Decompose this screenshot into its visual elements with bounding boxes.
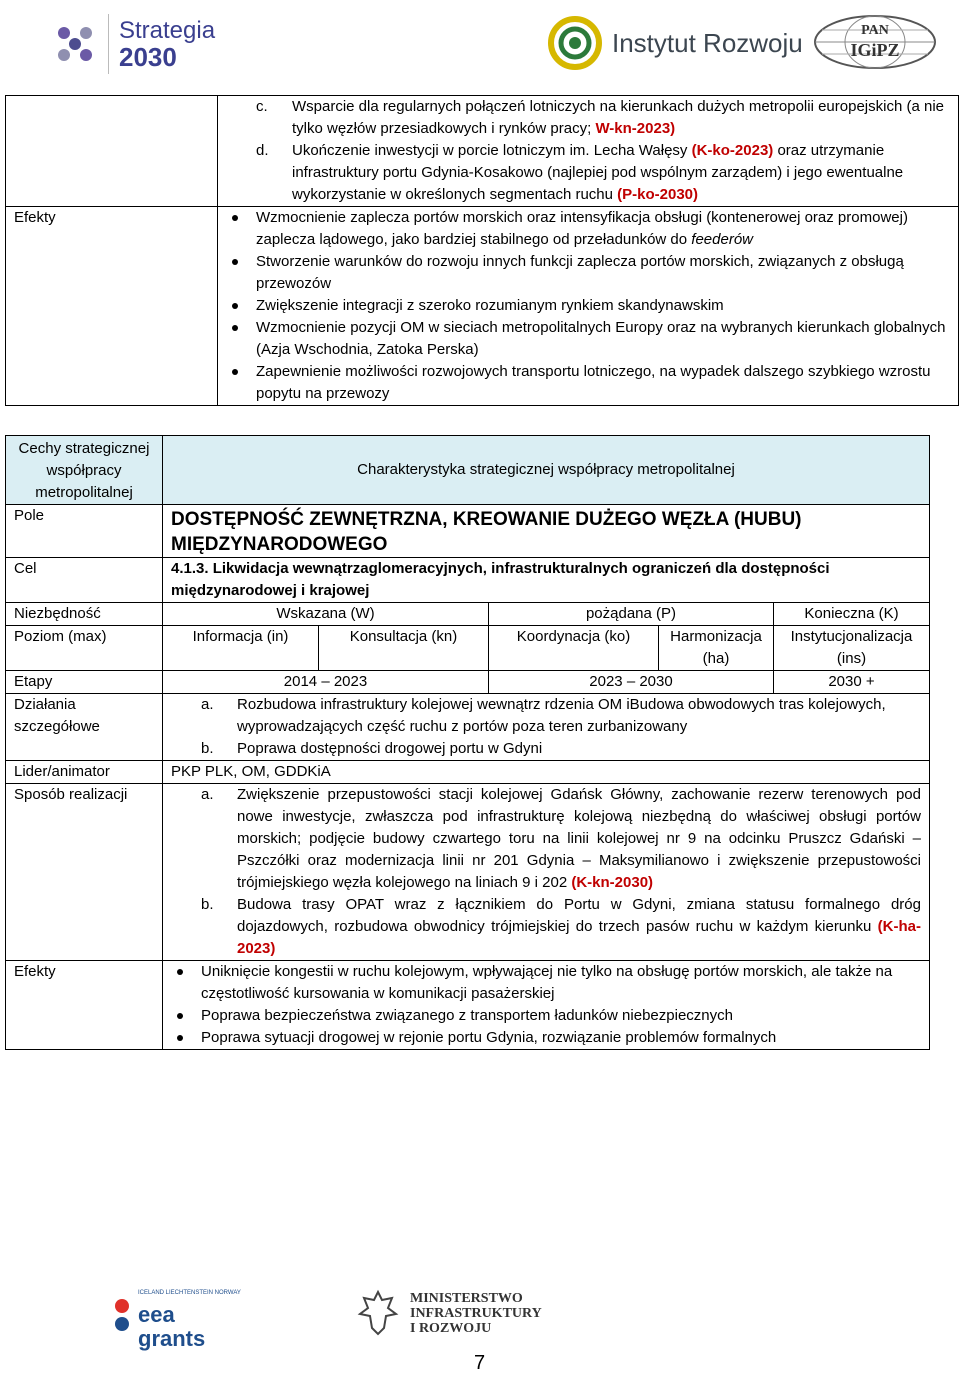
eea-countries-text: ICELAND LIECHTENSTEIN NORWAY xyxy=(138,1290,241,1296)
ministry-line-2: INFRASTRUKTURY xyxy=(410,1305,542,1321)
list-item: Stworzenie warunków do rozwoju innych funkcji zaplecza portów morskich, związanych z obsługą przewozów xyxy=(220,251,950,295)
eea-text: eea xyxy=(138,1302,175,1327)
continuation-table xyxy=(5,95,959,406)
priority-code: (K-ko-2023) xyxy=(691,142,774,159)
page-footer xyxy=(0,1270,960,1380)
sposob-row xyxy=(6,784,930,961)
etap-option: 2023 – 2030 xyxy=(489,671,774,694)
dzialania-continuation-row xyxy=(6,96,959,207)
efekty-row-2 xyxy=(6,961,930,1050)
niezbednosc-label: Niezbędność xyxy=(6,603,163,626)
sposob-label: Sposób realizacji xyxy=(6,784,163,961)
list-item: b. Poprawa dostępności drogowej portu w Gdyni xyxy=(201,740,543,757)
logo-divider xyxy=(108,14,109,74)
bullet-icon xyxy=(165,1005,201,1027)
list-item: d. Ukończenie inwestycji w porcie lotniczym im. Lecha Wałęsy (K-ko-2023) oraz utrzymanie infrastruktury portu Gdynia-Kosakowo (najlepiej pod wspólnym zarządem) i jego ewentualne wykorzystanie w określonych segmentach ruchu (P-ko-2030) xyxy=(256,142,904,203)
poziom-option: Konsultacja (kn) xyxy=(319,626,489,671)
instytut-rozwoju-mark-icon xyxy=(548,16,602,70)
pole-label: Pole xyxy=(6,505,163,558)
poziom-option: Harmonizacja (ha) xyxy=(659,626,774,671)
table-header-row xyxy=(6,436,930,505)
efekty-label: Efekty xyxy=(6,207,218,406)
priority-code: (K-ha-2023) xyxy=(237,918,921,957)
ministry-line-1: MINISTERSTWO xyxy=(410,1290,523,1306)
poziom-option: Informacja (in) xyxy=(163,626,319,671)
list-item: Poprawa bezpieczeństwa związanego z transportem ładunków niebezpiecznych xyxy=(165,1005,921,1027)
page-header xyxy=(0,0,960,90)
list-item: Uniknięcie kongestii w ruchu kolejowym, wpływającej nie tylko na obsługę portów morskich, ale także na częstotliwość kursowania w komunikacji pasażerskiej xyxy=(165,961,921,1005)
pan-text: PAN xyxy=(861,23,889,38)
strategia-title: Strategia xyxy=(119,17,216,44)
bullet-icon xyxy=(165,961,201,1005)
efekty-row xyxy=(6,207,959,406)
niezbednosc-option: Wskazana (W) xyxy=(163,603,489,626)
bullet-icon xyxy=(220,207,256,251)
cel-value: 4.1.3. Likwidacja wewnątrzaglomeracyjnych, infrastrukturalnych ograniczeń dla dostępności międzynarodowej i krajowej xyxy=(163,558,930,603)
poziom-option: Koordynacja (ko) xyxy=(489,626,659,671)
eea-grants-logo xyxy=(110,1284,241,1358)
bullet-icon xyxy=(220,361,256,405)
igipz-text: IGiPZ xyxy=(850,40,900,60)
cel-label: Cel xyxy=(6,558,163,603)
niezbednosc-option: pożądana (P) xyxy=(489,603,774,626)
pole-value: DOSTĘPNOŚĆ ZEWNĘTRZNA, KREOWANIE DUŻEGO WĘZŁA (HUBU) MIĘDZYNARODOWEGO xyxy=(163,505,930,558)
list-item: Poprawa sytuacji drogowej w rejonie portu Gdynia, rozwiązanie problemów formalnych xyxy=(165,1027,921,1049)
pan-globe-icon xyxy=(810,14,940,70)
strategia-mark-icon xyxy=(50,19,100,69)
eea-red-dot-icon xyxy=(115,1299,129,1313)
page-number: 7 xyxy=(474,1352,486,1374)
instytut-rozwoju-text: Instytut Rozwoju xyxy=(612,27,803,58)
instytut-rozwoju-logo xyxy=(548,16,803,70)
list-item: Zapewnienie możliwości rozwojowych transportu lotniczego, na wypadek dalszego szybkiego wzrostu popytu na przewozy xyxy=(220,361,950,405)
lider-value: PKP PLK, OM, GDDKiA xyxy=(163,761,930,784)
strategia-year: 2030 xyxy=(119,42,177,72)
poziom-label: Poziom (max) xyxy=(6,626,163,671)
lider-label: Lider/animator xyxy=(6,761,163,784)
list-item: c. Wsparcie dla regularnych połączeń lotniczych na kierunkach dużych metropolii europejskich (a nie tylko węzłów przesiadkowych i rynków pracy; W-kn-2023) xyxy=(256,98,944,137)
strategia-2030-logo xyxy=(50,14,215,74)
dzialania-label: Działania szczegółowe xyxy=(6,694,163,761)
list-item: Zwiększenie integracji z szeroko rozumianym rynkiem skandynawskim xyxy=(220,295,950,317)
ministry-logo xyxy=(358,1288,542,1338)
etapy-label: Etapy xyxy=(6,671,163,694)
list-item: Wzmocnienie pozycji OM w sieciach metropolitalnych Europy oraz na wybranych kierunkach globalnych (Azja Wschodnia, Zatoka Perska) xyxy=(220,317,950,361)
charakterystyka-header: Charakterystyka strategicznej współpracy metropolitalnej xyxy=(163,436,930,505)
ministry-line-3: I ROZWOJU xyxy=(410,1320,492,1336)
list-item: Wzmocnienie zaplecza portów morskich oraz intensyfikacja obsługi (kontenerowej oraz promowej) zaplecza lądowego, jako bardziej stabilnego od przeładunków do feederów xyxy=(220,207,950,251)
bullet-icon xyxy=(220,251,256,295)
pole-row xyxy=(6,505,930,558)
bullet-icon xyxy=(165,1027,201,1049)
priority-code: (K-kn-2030) xyxy=(571,874,654,891)
etap-option: 2030 + xyxy=(774,671,930,694)
pan-igipz-logo xyxy=(810,14,940,74)
etap-option: 2014 – 2023 xyxy=(163,671,489,694)
grants-text: grants xyxy=(138,1326,206,1351)
eea-blue-dot-icon xyxy=(115,1317,129,1331)
poziom-row xyxy=(6,626,930,671)
efekty-label: Efekty xyxy=(6,961,163,1050)
lider-row xyxy=(6,761,930,784)
list-item: a. Zwiększenie przepustowości stacji kolejowej Gdańsk Główny, zachowanie rezerw terenowych pod nowe inwestycje, zwłaszcza pod infrastrukturę kolejową niezbędną do właściwej obsługi portów morskich; podjęcie budowy czwartego toru na linii kolejowej nr 9 na odcinku Pruszcz Gdański – Pszczółki oraz modernizacja linii nr 201 Gdynia – Maksymilianowo i zwiększenie przepustowości trójmiejskiego węzła kolejowego na liniach 9 i 202 (K-kn-2030) xyxy=(201,786,921,891)
bullet-icon xyxy=(220,295,256,317)
priority-code: W-kn-2023) xyxy=(595,120,676,137)
polish-eagle-icon xyxy=(358,1288,398,1338)
strategy-table xyxy=(5,435,930,1050)
etapy-row xyxy=(6,671,930,694)
niezbednosc-row xyxy=(6,603,930,626)
cel-row xyxy=(6,558,930,603)
poziom-option: Instytucjonalizacja (ins) xyxy=(774,626,930,671)
dzialania-row xyxy=(6,694,930,761)
list-item: a. Rozbudowa infrastruktury kolejowej wewnątrz rdzenia OM iBudowa obwodowych tras kolejowych, wyprowadzających część ruchu z portów poza teren zurbanizowany xyxy=(201,696,886,735)
niezbednosc-option: Konieczna (K) xyxy=(774,603,930,626)
list-item: b. Budowa trasy OPAT wraz z łącznikiem do Portu w Gdyni, zmiana statusu formalnego dróg dojazdowych, rozbudowa obwodnicy trójmiejskiej do trzech pasów ruchu w każdym kierunku (K-ha-2023) xyxy=(201,896,921,957)
cechy-header: Cechy strategicznej współpracy metropolitalnej xyxy=(6,436,163,505)
bullet-icon xyxy=(220,317,256,361)
priority-code: (P-ko-2030) xyxy=(617,186,699,203)
